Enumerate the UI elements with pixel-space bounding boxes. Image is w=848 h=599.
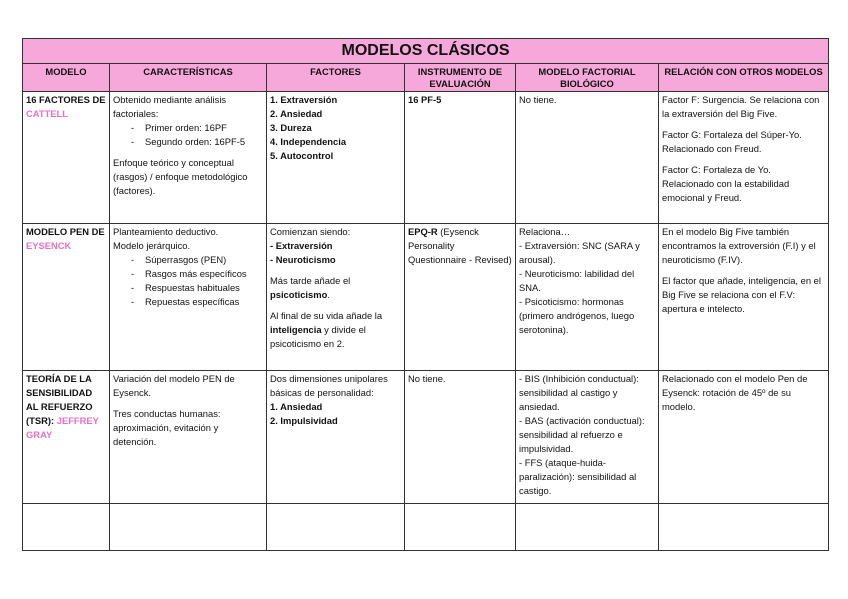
row2-biologico	[516, 224, 659, 371]
row1-car-intro: Obtenido mediante análisis factoriales:	[113, 94, 227, 119]
row3-author: JEFFREY GRAY	[26, 415, 99, 440]
row3-modelo-text: TEORÍA DE LA SENSIBILIDAD AL REFUERZO (TSR):	[26, 373, 93, 426]
row2-caracteristicas	[110, 224, 267, 371]
list-item: - Psicoticismo: hormonas (primero andrógenos, luego serotonina).	[519, 296, 635, 335]
list-item: Relaciona…	[519, 226, 571, 237]
row2-ins-a: EPQ-R	[408, 226, 438, 237]
row2-rel-2: El factor que añade, inteligencia, en el Big Five se relaciona con el F.V: apertura e intelecto.	[662, 275, 821, 314]
table-row-empty	[23, 504, 829, 551]
list-item: 1. Ansiedad	[270, 401, 323, 412]
header-caracteristicas: CARACTERÍSTICAS	[110, 64, 267, 92]
row2-car-line1: Planteamiento deductivo.	[113, 226, 219, 237]
row2-author: EYSENCK	[26, 240, 72, 251]
list-item: 5. Autocontrol	[270, 150, 334, 161]
row2-fac-mid-a: Más tarde añade el	[270, 275, 351, 286]
row1-factores	[267, 92, 405, 224]
list-item: - BIS (Inhibición conductual): sensibilidad al castigo y ansiedad.	[519, 373, 639, 412]
list-item: 3. Dureza	[270, 122, 312, 133]
header-factores: FACTORES	[267, 64, 405, 92]
row2-car-line2: Modelo jerárquico.	[113, 240, 191, 251]
table-row	[23, 92, 829, 224]
row1-caracteristicas	[110, 92, 267, 224]
empty-cell	[516, 504, 659, 551]
row3-relacion: Relacionado con el modelo Pen de Eysenck: rotación de 45º de su modelo.	[659, 371, 829, 504]
header-row	[23, 64, 829, 92]
list-item: - Neuroticismo: labilidad del SNA.	[519, 268, 635, 293]
row2-car-list	[113, 253, 263, 309]
row1-modelo-text: 16 FACTORES DE	[26, 94, 106, 105]
header-biologico: MODELO FACTORIAL BIOLÓGICO	[516, 64, 659, 92]
row1-biologico: No tiene.	[516, 92, 659, 224]
list-item: - Repuestas específicas	[113, 295, 263, 309]
row1-relacion	[659, 92, 829, 224]
row2-ins-b: (Eysenck Personality Questionnaire - Revised)	[408, 226, 512, 265]
row2-fac-2: - Neuroticismo	[270, 254, 336, 265]
row3-instrumento: No tiene.	[405, 371, 516, 504]
list-item: - BAS (activación conductual): sensibilidad al refuerzo e impulsividad.	[519, 415, 645, 454]
row3-biologico	[516, 371, 659, 504]
row3-car-2: Tres conductas humanas: aproximación, evitación y detención.	[113, 408, 221, 447]
table-row	[23, 371, 829, 504]
row2-fac-end	[270, 309, 401, 351]
row2-fac-end-a: Al final de su vida añade la	[270, 310, 383, 321]
row2-modelo-text: MODELO PEN DE	[26, 226, 105, 237]
row2-instrumento	[405, 224, 516, 371]
list-item: - Rasgos más específicos	[113, 267, 263, 281]
row3-caracteristicas	[110, 371, 267, 504]
list-item: - FFS (ataque-huida-paralización): sensibilidad al castigo.	[519, 457, 637, 496]
list-item: - Extraversión: SNC (SARA y arousal).	[519, 240, 640, 265]
empty-cell	[659, 504, 829, 551]
row3-factores	[267, 371, 405, 504]
row2-modelo	[23, 224, 110, 371]
list-item: - Primer orden: 16PF	[113, 121, 263, 135]
row2-fac-end-c: y divide el psicoticismo en 2.	[270, 324, 366, 349]
row1-car-list	[113, 121, 263, 149]
row2-relacion	[659, 224, 829, 371]
row2-fac-end-b: inteligencia	[270, 324, 322, 335]
row2-fac-mid	[270, 274, 401, 302]
list-item: 2. Ansiedad	[270, 108, 323, 119]
empty-cell	[405, 504, 516, 551]
row2-fac-intro: Comienzan siendo:	[270, 226, 351, 237]
row1-rel-2: Factor G: Fortaleza del Súper-Yo. Relacionado con Freud.	[662, 129, 802, 154]
title-row	[23, 39, 829, 64]
empty-cell	[23, 504, 110, 551]
row3-modelo	[23, 371, 110, 504]
list-item: 4. Independencia	[270, 136, 347, 147]
row2-fac-1: - Extraversión	[270, 240, 333, 251]
row1-instrumento: 16 PF-5	[405, 92, 516, 224]
list-item: - Súperrasgos (PEN)	[113, 253, 263, 267]
table-title: MODELOS CLÁSICOS	[23, 39, 829, 64]
list-item: 1. Extraversión	[270, 94, 338, 105]
row1-modelo	[23, 92, 110, 224]
row1-car-note: Enfoque teórico y conceptual (rasgos) / enfoque metodológico (factores).	[113, 157, 248, 196]
row1-rel-1: Factor F: Surgencia. Se relaciona con la extraversión del Big Five.	[662, 94, 820, 119]
row2-fac-mid-b: psicoticismo	[270, 289, 328, 300]
list-item: - Respuestas habituales	[113, 281, 263, 295]
row2-factores	[267, 224, 405, 371]
header-instrumento: INSTRUMENTO DE EVALUACIÓN	[405, 64, 516, 92]
row2-rel-1: En el modelo Big Five también encontramos la extroversión (F.I) y el neuroticismo (F.IV).	[662, 226, 816, 265]
table-row	[23, 224, 829, 371]
empty-cell	[267, 504, 405, 551]
row3-car-1: Variación del modelo PEN de Eysenck.	[113, 373, 235, 398]
list-item: - Segundo orden: 16PF-5	[113, 135, 263, 149]
header-relacion: RELACIÓN CON OTROS MODELOS	[659, 64, 829, 92]
models-table	[22, 38, 829, 551]
empty-cell	[110, 504, 267, 551]
row3-fac-intro: Dos dimensiones unipolares básicas de personalidad:	[270, 373, 388, 398]
list-item: 2. Impulsividad	[270, 415, 338, 426]
row1-author: CATTELL	[26, 108, 69, 119]
header-modelo: MODELO	[23, 64, 110, 92]
row1-rel-3: Factor C: Fortaleza de Yo. Relacionado con la estabilidad emocional y Freud.	[662, 164, 790, 203]
row2-fac-mid-c: .	[327, 289, 330, 300]
